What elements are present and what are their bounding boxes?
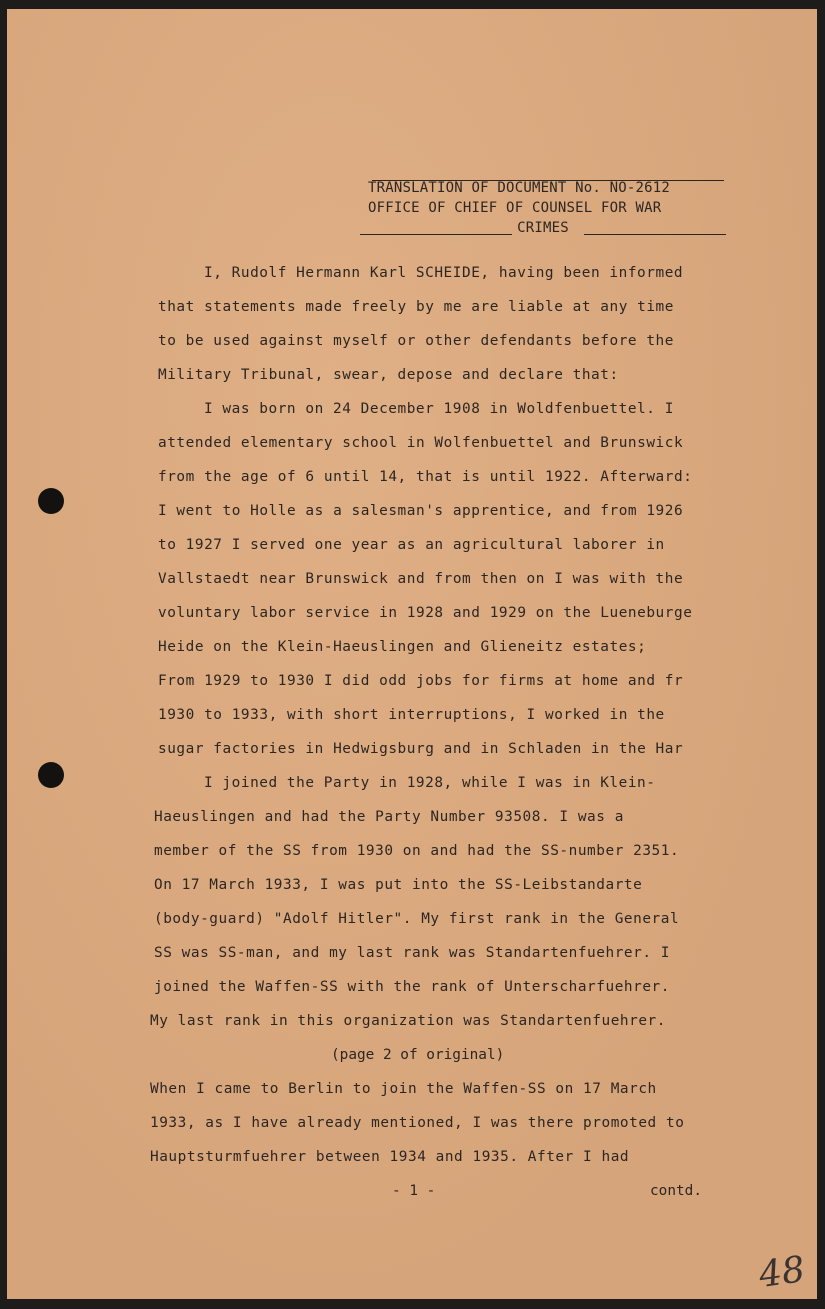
header-crimes-line xyxy=(368,218,718,238)
text-line: Military Tribunal, swear, depose and declare that: xyxy=(158,367,619,383)
text-line: Heide on the Klein-Haeuslingen and Glieneitz estates; xyxy=(158,639,647,655)
text-line: that statements made freely by me are liable at any time xyxy=(158,299,674,315)
text-line: member of the SS from 1930 on and had the SS-number 2351. xyxy=(154,843,680,859)
text-line: sugar factories in Hedwigsburg and in Schladen in the Har xyxy=(158,741,684,757)
text-line: attended elementary school in Wolfenbuettel and Brunswick xyxy=(158,435,684,451)
continued-note: contd. xyxy=(650,1183,702,1199)
text-line: From 1929 to 1930 I did odd jobs for firms at home and fr xyxy=(158,673,684,689)
text-line: I, Rudolf Hermann Karl SCHEIDE, having been informed xyxy=(204,265,684,281)
text-line: On 17 March 1933, I was put into the SS-Leibstandarte xyxy=(154,877,643,893)
text-line: joined the Waffen-SS with the rank of Unterscharfuehrer. xyxy=(154,979,670,995)
text-line: voluntary labor service in 1928 and 1929 on the Lueneburge xyxy=(158,605,693,621)
text-line: 1933, as I have already mentioned, I was there promoted to xyxy=(150,1115,685,1131)
text-line: I went to Holle as a salesman's apprentice, and from 1926 xyxy=(158,503,684,519)
text-line: to be used against myself or other defendants before the xyxy=(158,333,674,349)
text-line: When I came to Berlin to join the Waffen-SS on 17 March xyxy=(150,1081,657,1097)
text-line: to 1927 I served one year as an agricultural laborer in xyxy=(158,537,665,553)
punch-hole-top xyxy=(38,488,64,514)
text-line: 1930 to 1933, with short interruptions, I worked in the xyxy=(158,707,665,723)
original-page-marker: (page 2 of original) xyxy=(331,1047,505,1063)
punch-hole-bottom xyxy=(38,762,64,788)
text-line: I was born on 24 December 1908 in Woldfenbuettel. I xyxy=(204,401,674,417)
header-office-line: OFFICE OF CHIEF OF COUNSEL FOR WAR xyxy=(368,200,662,216)
header-crimes-text: CRIMES xyxy=(517,220,569,236)
text-line: Haeuslingen and had the Party Number 93508. I was a xyxy=(154,809,624,825)
text-line: Vallstaedt near Brunswick and from then on I was with the xyxy=(158,571,684,587)
text-line: Hauptsturmfuehrer between 1934 and 1935. After I had xyxy=(150,1149,630,1165)
text-line: SS was SS-man, and my last rank was Standartenfuehrer. I xyxy=(154,945,670,961)
document-page xyxy=(7,9,817,1299)
text-line: I joined the Party in 1928, while I was in Klein- xyxy=(204,775,656,791)
document-header xyxy=(368,180,718,238)
text-line: (body-guard) "Adolf Hitler". My first rank in the General xyxy=(154,911,680,927)
text-line: from the age of 6 until 14, that is until 1922. Afterward: xyxy=(158,469,693,485)
header-translation-line: TRANSLATION OF DOCUMENT No. NO-2612 xyxy=(368,180,671,196)
handwritten-folio-number: 48 xyxy=(756,1249,808,1296)
text-line: My last rank in this organization was Standartenfuehrer. xyxy=(150,1013,666,1029)
page-number: - 1 - xyxy=(392,1183,436,1199)
